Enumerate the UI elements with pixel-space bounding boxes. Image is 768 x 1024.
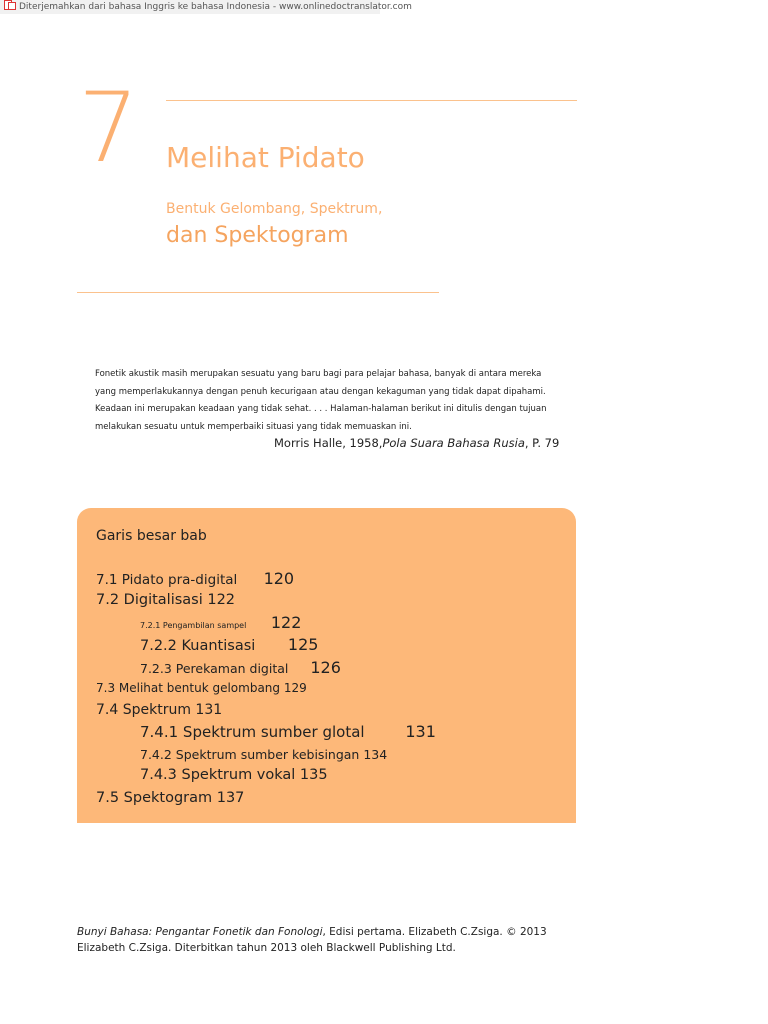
toc-label: 7.4 Spektrum 131: [96, 702, 223, 718]
toc-page: 131: [405, 722, 436, 741]
chapter-outline-box: [77, 508, 576, 823]
chapter-number: 7: [78, 72, 140, 184]
epigraph-author: Morris Halle, 1958,: [274, 436, 383, 450]
outline-heading: Garis besar bab: [96, 528, 207, 544]
toc-item[interactable]: [96, 681, 307, 695]
toc-label: 7.2.3 Perekaman digital: [140, 661, 289, 676]
toc-item[interactable]: [140, 635, 318, 654]
toc-item[interactable]: [140, 658, 341, 677]
toc-page: 120: [263, 569, 295, 588]
toc-label: 7.2 Digitalisasi 122: [96, 592, 236, 608]
toc-page: 126: [310, 658, 341, 677]
epigraph-work: Pola Suara Bahasa Rusia: [382, 436, 525, 450]
toc-label: 7.3 Melihat bentuk gelombang 129: [96, 681, 307, 695]
chapter-title: Melihat Pidato: [166, 141, 365, 174]
toc-label: 7.4.3 Spektrum vokal 135: [140, 767, 328, 783]
toc-item[interactable]: [96, 790, 244, 806]
toc-page: 122: [270, 613, 302, 632]
toc-page: 125: [287, 635, 319, 654]
toc-item[interactable]: [140, 767, 328, 783]
footer-rest: , Edisi pertama. Elizabeth C.Zsiga. © 2013 Elizabeth C.Zsiga. Diterbitkan tahun 2013 oleh Blackwell Publishing Ltd.: [77, 926, 547, 954]
epigraph-page: , P. 79: [524, 436, 560, 450]
divider-bottom: [77, 292, 439, 293]
epigraph-attribution: [274, 436, 559, 450]
epigraph-text: Fonetik akustik masih merupakan sesuatu yang baru bagi para pelajar bahasa, banyak di antara mereka yang memperlakukannya dengan penuh kecurigaan atau dengan kekaguman yang tidak dapat dipahami. Keadaan ini merupakan keadaan yang tidak sehat. . . . Halaman-halaman berikut ini ditulis dengan tujuan melakukan sesuatu untuk memperbaiki situasi yang tidak memuaskan ini.: [95, 369, 547, 432]
toc-label: 7.1 Pidato pra-digital: [96, 572, 238, 588]
toc-item[interactable]: [140, 613, 301, 632]
divider-top: [166, 100, 577, 101]
toc-label: 7.4.1 Spektrum sumber glotal: [140, 723, 365, 741]
toc-item[interactable]: [96, 702, 222, 718]
footer-book-title: Bunyi Bahasa: Pengantar Fonetik dan Fonologi: [77, 926, 323, 938]
banner-text[interactable]: Diterjemahkan dari bahasa Inggris ke bahasa Indonesia - www.onlinedoctranslator.com: [19, 2, 412, 12]
chapter-subtitle-line2: dan Spektogram: [166, 223, 349, 248]
toc-item[interactable]: [96, 592, 235, 608]
toc-label: 7.4.2 Spektrum sumber kebisingan 134: [140, 747, 388, 762]
toc-item[interactable]: [96, 569, 294, 588]
document-translate-icon: [4, 0, 16, 10]
toc-item[interactable]: [140, 722, 436, 741]
toc-item[interactable]: [140, 747, 387, 762]
toc-label: 7.5 Spektogram 137: [96, 790, 245, 806]
footer-citation: [77, 924, 552, 956]
toc-label: 7.2.2 Kuantisasi: [140, 638, 256, 654]
translator-banner[interactable]: [0, 0, 412, 14]
toc-label: 7.2.1 Pengambilan sampel: [140, 621, 247, 630]
chapter-subtitle-line1: Bentuk Gelombang, Spektrum,: [166, 201, 383, 217]
